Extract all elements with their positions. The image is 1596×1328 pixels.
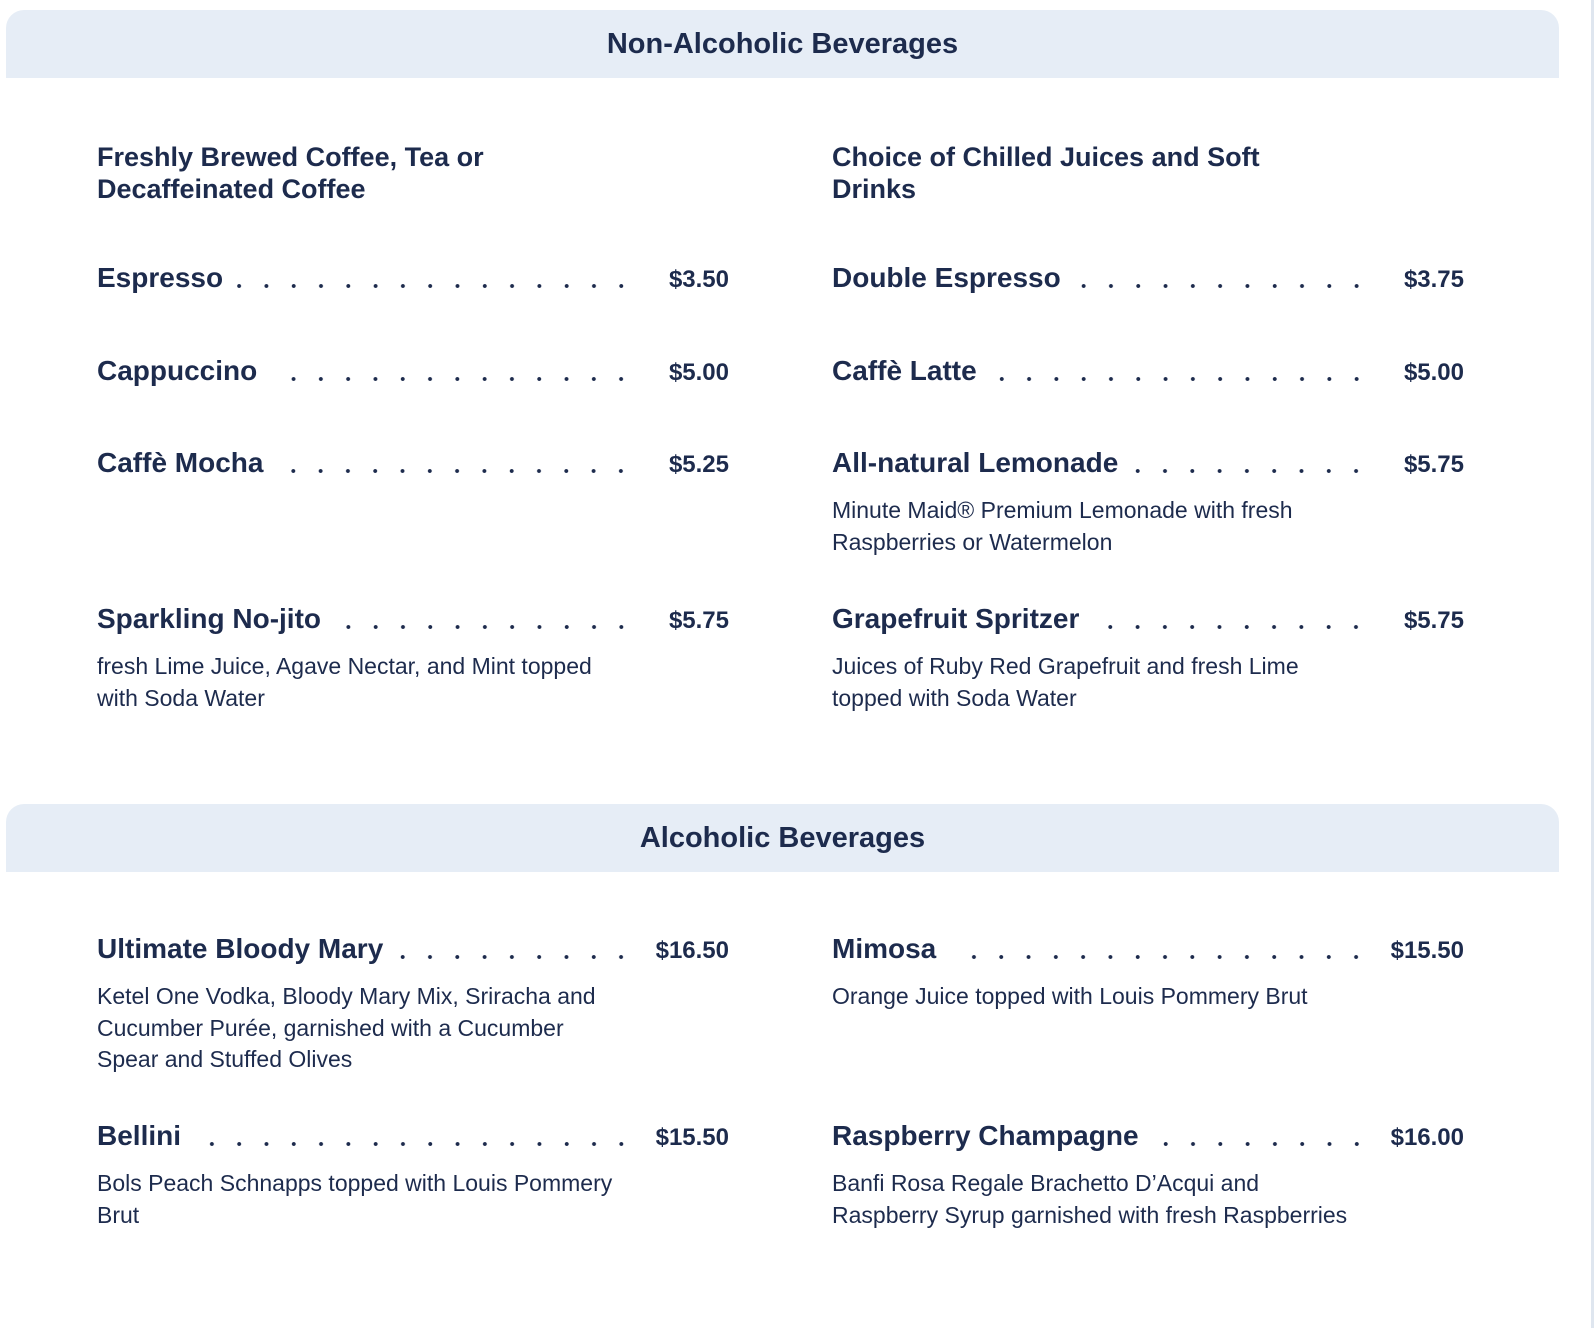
item-name: Raspberry Champagne <box>832 1120 1139 1151</box>
section-title: Non-Alcoholic Beverages <box>606 27 959 60</box>
item-name: Caffè Mocha <box>97 447 264 478</box>
item-price: $3.50 <box>668 266 729 293</box>
menu-item <box>97 262 729 298</box>
item-price: $5.00 <box>668 359 729 386</box>
item-description: fresh Lime Juice, Agave Nectar, and Mint topped with Soda Water <box>97 653 592 711</box>
dot-leader <box>991 376 1370 382</box>
item-name: Mimosa <box>832 933 937 964</box>
dot-leader <box>1153 1141 1370 1147</box>
dot-leader <box>1093 624 1370 630</box>
item-price: $3.75 <box>1403 266 1464 293</box>
menu-item <box>832 262 1464 298</box>
dot-leader <box>271 376 635 382</box>
dot-leader <box>335 624 635 630</box>
item-price: $5.00 <box>1403 359 1464 386</box>
item-price: $16.50 <box>655 937 729 964</box>
menu-item <box>97 603 729 714</box>
dot-leader <box>277 468 635 474</box>
menu-item <box>832 603 1464 714</box>
menu-item <box>97 447 729 483</box>
item-description: Banfi Rosa Regale Brachetto D’Acqui and Raspberry Syrup garnished with fresh Raspberries <box>832 1170 1348 1228</box>
item-name: Ultimate Bloody Mary <box>97 933 384 964</box>
item-name: Espresso <box>97 262 224 293</box>
menu-item <box>832 355 1464 391</box>
section-title: Alcoholic Beverages <box>639 821 926 854</box>
section-header-non-alcoholic <box>6 10 1559 78</box>
menu-item <box>97 1120 729 1231</box>
menu-item <box>97 933 729 1076</box>
item-name: Bellini <box>97 1120 182 1151</box>
item-price: $5.75 <box>1403 451 1464 478</box>
item-price: $5.75 <box>668 607 729 634</box>
item-name: Caffè Latte <box>832 355 977 386</box>
item-price: $5.75 <box>1403 607 1464 634</box>
left-column-subtitle: Freshly Brewed Coffee, Tea or Decaffeinated Coffee <box>97 142 484 204</box>
page-edge <box>1591 0 1594 1328</box>
item-name: Sparkling No-jito <box>97 603 321 634</box>
dot-leader <box>950 954 1370 960</box>
right-column-subtitle: Choice of Chilled Juices and Soft Drinks <box>832 142 1260 204</box>
menu-item <box>832 1120 1464 1231</box>
dot-leader <box>1075 283 1370 289</box>
dot-leader <box>195 1141 635 1147</box>
dot-leader <box>397 954 635 960</box>
item-description: Bols Peach Schnapps topped with Louis Pommery Brut <box>97 1170 613 1228</box>
item-description: Juices of Ruby Red Grapefruit and fresh Lime topped with Soda Water <box>832 653 1299 711</box>
menu-item <box>97 355 729 391</box>
item-price: $15.50 <box>655 1124 729 1151</box>
item-name: All-natural Lemonade <box>832 447 1119 478</box>
item-description: Ketel One Vodka, Bloody Mary Mix, Sriracha and Cucumber Purée, garnished with a Cucumber Spear and Stuffed Olives <box>97 983 596 1072</box>
item-name: Double Espresso <box>832 262 1061 293</box>
dot-leader <box>237 283 635 289</box>
item-name: Cappuccino <box>97 355 258 386</box>
menu-item <box>832 447 1464 558</box>
item-price: $16.00 <box>1390 1124 1464 1151</box>
section-header-alcoholic <box>6 804 1559 872</box>
menu-item <box>832 933 1464 1013</box>
dot-leader <box>1132 468 1370 474</box>
item-description: Minute Maid® Premium Lemonade with fresh Raspberries or Watermelon <box>832 497 1293 555</box>
item-name: Grapefruit Spritzer <box>832 603 1080 634</box>
item-price: $5.25 <box>668 451 729 478</box>
item-description: Orange Juice topped with Louis Pommery Brut <box>832 983 1308 1009</box>
item-price: $15.50 <box>1390 937 1464 964</box>
